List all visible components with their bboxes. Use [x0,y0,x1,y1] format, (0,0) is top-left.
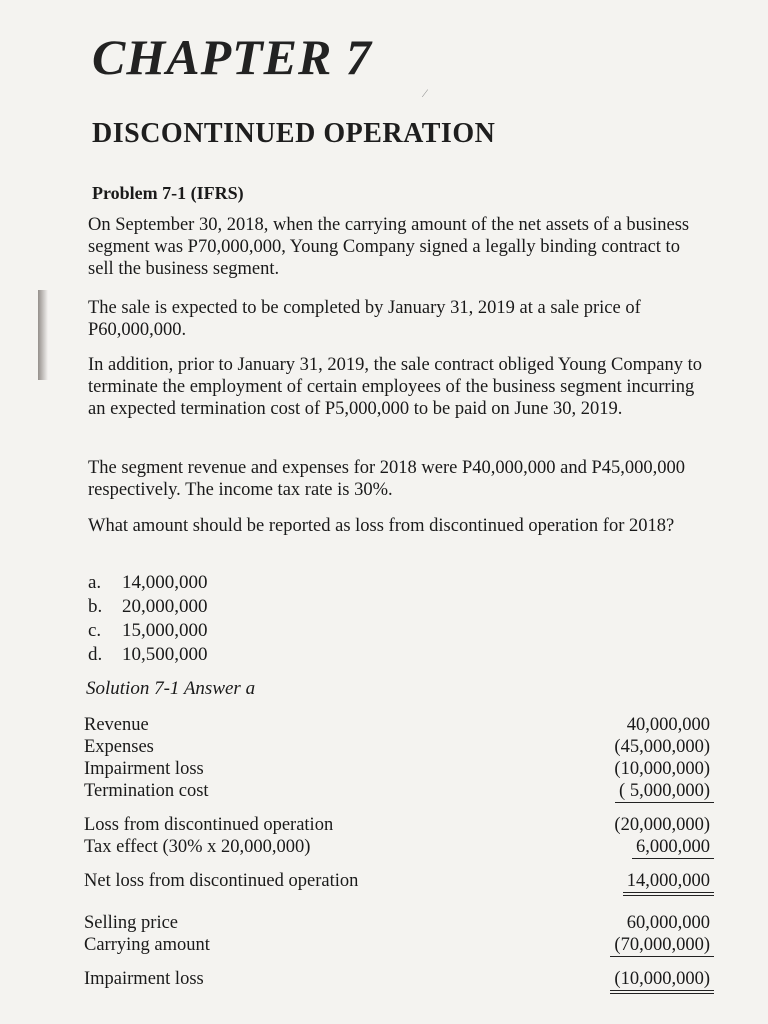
row-label: Net loss from discontinued operation [84,871,359,891]
solution-row-tax [84,837,714,859]
choice-letter: b. [88,596,103,617]
chapter-title: CHAPTER 7 [92,29,372,85]
section-title: DISCONTINUED OPERATION [92,118,496,149]
problem-paragraph: On September 30, 2018, when the carrying amount of the net assets of a business segment was P70,000,000, Young Company signed a legally binding contract to sell the business segment. [88,215,690,279]
row-amount: (10,000,000) [614,759,710,779]
choice-b [88,595,208,619]
choice-a [88,571,208,595]
solution-row-termination [84,781,714,803]
problem-title: Problem 7-1 (IFRS) [92,183,244,203]
row-amount: 60,000,000 [626,913,710,933]
choice-value: 10,500,000 [122,644,208,665]
row-amount: (45,000,000) [614,737,710,757]
row-label: Carrying amount [84,935,210,955]
row-amount: (20,000,000) [614,815,710,835]
row-amount: 6,000,000 [632,837,714,859]
choice-value: 15,000,000 [122,620,208,641]
row-label: Tax effect (30% x 20,000,000) [84,837,311,857]
choice-letter: c. [88,620,102,641]
row-amount: 14,000,000 [623,871,714,896]
solution-row-selling-price [84,913,714,935]
page-edge-shadow [38,290,48,380]
solution-row-loss [84,815,714,837]
solution-title: Solution 7-1 Answer a [86,678,256,699]
row-label: Loss from discontinued operation [84,815,334,835]
row-label: Selling price [84,913,179,933]
problem-question: What amount should be reported as loss from discontinued operation for 2018? [88,516,675,536]
choice-value: 20,000,000 [122,596,208,617]
problem-paragraph: The segment revenue and expenses for 2018 were P40,000,000 and P45,000,000 respectively. The income tax rate is 30%. [88,458,686,500]
choice-value: 14,000,000 [122,572,208,593]
answer-choices [88,571,208,667]
problem-paragraph: The sale is expected to be completed by January 31, 2019 at a sale price of P60,000,000. [88,298,641,340]
row-label: Impairment loss [84,759,204,779]
solution-row-impairment [84,759,714,781]
row-amount: ( 5,000,000) [615,781,714,803]
solution-row-revenue [84,715,714,737]
choice-letter: d. [88,644,103,665]
choice-c [88,619,208,643]
pen-mark: ⁄ [424,86,427,100]
choice-letter: a. [88,572,102,593]
solution-row-impairment-result [84,969,714,991]
solution-row-net-loss [84,871,714,893]
row-amount: 40,000,000 [626,715,710,735]
solution-row-expenses [84,737,714,759]
row-label: Expenses [84,737,154,757]
row-label: Termination cost [84,781,209,801]
solution-row-carrying-amount [84,935,714,957]
row-amount: (10,000,000) [610,969,714,994]
problem-paragraph: In addition, prior to January 31, 2019, the sale contract obliged Young Company to terminate the employment of certain employees of the business segment incurring an expected termination cost of P5,000,000 to be paid on June 30, 2019. [88,355,703,419]
row-label: Impairment loss [84,969,204,989]
row-amount: (70,000,000) [610,935,714,957]
choice-d [88,643,208,667]
row-label: Revenue [84,715,149,735]
